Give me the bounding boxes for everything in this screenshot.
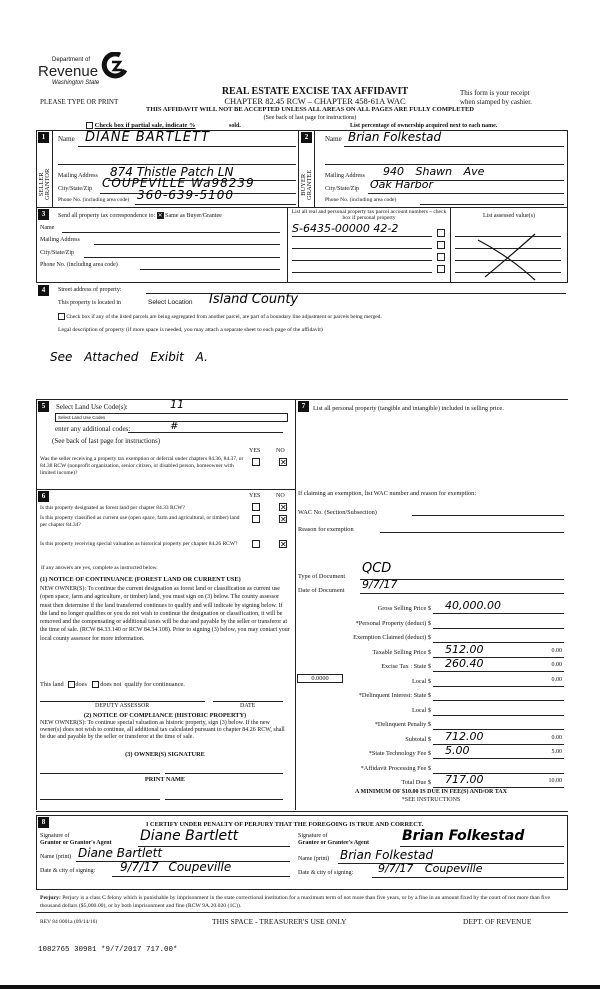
notice-continuance-title: (1) NOTICE OF CONTINUANCE (FOREST LAND OR CURRENT USE) [40, 576, 241, 583]
cashier-stamp: 1082765 30981 *9/7/2017 717.00* [38, 946, 178, 954]
fee-label: Gross Selling Price $ [377, 605, 431, 612]
land-use-code[interactable]: 11 [170, 398, 184, 411]
section-number-4: 4 [38, 285, 49, 296]
exemption-no-checkbox[interactable]: ✕ [280, 458, 287, 467]
qualify-label: qualify for continuance. [124, 681, 185, 688]
partial-sale-checkbox[interactable] [86, 122, 93, 129]
grantor-sig-label-2: Grantor or Grantor's Agent [40, 840, 112, 846]
personal-property-label: List all personal property (tangible and intangible) included in selling price. [313, 405, 504, 412]
see-back: (See back of last page for instructions) [263, 115, 357, 121]
buyer-phone-label: Phone No. (including area code) [325, 197, 397, 203]
current-use-yes-checkbox[interactable] [252, 515, 260, 523]
fee-label: *Personal Property (deduct) $ [355, 619, 431, 627]
fee-handwritten-value[interactable]: 40,000.00 [445, 599, 501, 612]
logo-state: Washington State [52, 80, 100, 86]
parcel-number[interactable]: S-6435-00000 42-2 [292, 222, 399, 235]
doc-date-label: Date of Document [298, 587, 345, 594]
grantee-name-print[interactable]: Brian Folkestad [340, 848, 434, 862]
additional-codes-value[interactable]: # [170, 421, 179, 432]
doc-type-value[interactable]: QCD [362, 561, 392, 576]
forest-yes-checkbox[interactable] [252, 503, 260, 511]
buyer-name[interactable]: Brian Folkestad [348, 130, 442, 144]
grantee-date-label: Date & city of signing: [298, 870, 354, 876]
buyer-city[interactable]: Oak Harbor [370, 178, 434, 191]
send-correspondence-label: Send all property tax correspondence to: [58, 213, 156, 219]
fee-label: *Delinquent Interest: State $ [358, 692, 431, 699]
buyer-city-label: City/State/Zip [325, 186, 359, 192]
current-use-question: Is this property classified as current use (open space, farm and agricultural, or timber) land per chapter 84.34? [40, 515, 240, 528]
certify-statement: I CERTIFY UNDER PENALTY OF PERJURY THAT THE FOREGOING IS TRUE AND CORRECT. [146, 821, 424, 828]
grantee-side-label: GRANTEE [306, 169, 313, 200]
grantor-name-label: Name (print) [40, 854, 72, 860]
fee-handwritten-value[interactable]: 5.00 [445, 744, 470, 757]
land-use-label: Select Land Use Code(s): [56, 403, 128, 411]
fee-printed-value: 0.00 [551, 662, 562, 668]
dept-of-revenue: DEPT. OF REVENUE [463, 917, 532, 926]
location-select[interactable]: Select Location [148, 299, 193, 306]
scan-edge [0, 985, 600, 989]
exemption-claim-label: If claiming an exemption, list WAC number and reason for exemption: [298, 490, 477, 497]
section-number-1: 1 [38, 132, 49, 143]
partial-sale-label: Check box if partial sale, indicate % [94, 122, 196, 129]
print-name-label: PRINT NAME [144, 776, 186, 783]
assessed-header: List assessed value(s) [483, 213, 535, 219]
warning: THIS AFFIDAVIT WILL NOT BE ACCEPTED UNLESS ALL AREAS ON ALL PAGES ARE FULLY COMPLETED [146, 106, 474, 113]
historic-yes-checkbox[interactable] [252, 540, 260, 548]
seller-mail-label: Mailing Address [58, 173, 98, 179]
buyer-mail-label: Mailing Address [325, 173, 365, 179]
treasurer-use-only: THIS SPACE - TREASURER'S USE ONLY [212, 917, 347, 926]
corr-phone-label: Phone No. (including area code) [40, 262, 118, 268]
same-as-buyer-label: Same as Buyer/Grantee [165, 213, 222, 219]
segregated-label: Check box if any of the listed parcels are being segregated from another parcel, are part of a boundary line adjustment or parcels being merged. [66, 313, 382, 320]
seller-city[interactable]: COUPEVILLE Wa98239 [102, 176, 255, 190]
additional-codes-label: enter any additional codes: [55, 425, 131, 433]
wac-label: WAC No. (Section/Subsection) [298, 509, 377, 516]
no-header-5: NO [276, 448, 285, 454]
grantor-name-print[interactable]: Diane Bartlett [78, 846, 163, 860]
grantee-name-label: Name (print) [298, 856, 330, 862]
legal-description-value[interactable]: See Attached Exibit A. [50, 350, 208, 364]
seller-mailing-address[interactable]: 874 Thistle Patch LN [110, 165, 234, 179]
land-use-dropdown[interactable]: Select Land Use Codes [55, 413, 288, 422]
street-address-label: Street address of property: [58, 287, 122, 293]
fee-label: Taxable Selling Price $ [372, 648, 431, 656]
fee-handwritten-value[interactable]: 717.00 [445, 773, 484, 786]
buyer-side-label: BUYER [300, 173, 307, 196]
forest-land-question: Is this property designated as forest land per chapter 84.33 RCW? [40, 505, 185, 511]
legal-description-label: Legal description of property (if more space is needed, you may attach a separate sheet to each page of the affidavit) [58, 327, 323, 333]
section-number-7: 7 [298, 401, 309, 412]
sold-label: sold. [229, 123, 241, 129]
grantor-sig-label-1: Signature of [40, 833, 70, 839]
fee-label: Total Due $ [401, 779, 431, 786]
personal-property-checkbox-2[interactable] [437, 241, 445, 249]
fee-handwritten-value[interactable]: 712.00 [445, 729, 484, 743]
notice-compliance-title: (2) NOTICE OF COMPLIANCE (HISTORIC PROPERTY) [83, 712, 247, 719]
corr-mail-label: Mailing Address [40, 237, 80, 243]
yes-header-6: YES [249, 493, 261, 499]
grantee-signature[interactable]: Brian Folkestad [402, 828, 525, 844]
minimum-note: A MINIMUM OF $10.00 IS DUE IN FEE(S) AND/OR TAX [355, 789, 507, 795]
yes-header-5: YES [249, 448, 261, 454]
fee-label: Exemption Claimed (deduct) $ [353, 634, 431, 641]
personal-property-checkbox-3[interactable] [437, 253, 445, 261]
grantee-date-city[interactable]: 9/7/17 Coupeville [378, 862, 483, 875]
segregated-checkbox[interactable] [58, 313, 65, 320]
seller-phone[interactable]: 360-639-5100 [137, 188, 235, 202]
please-type: PLEASE TYPE OR PRINT [40, 98, 119, 106]
personal-property-checkbox-4[interactable] [437, 265, 445, 273]
forest-no-checkbox[interactable]: ✕ [280, 503, 287, 512]
fee-printed-value: 0.00 [551, 647, 562, 654]
if-yes-note: If any answers are yes, complete as instructed below. [41, 565, 158, 571]
see-instructions: *SEE INSTRUCTIONS [401, 797, 461, 803]
fee-label: *Delinquent Penalty $ [374, 721, 431, 728]
ownership-note: List percentage of ownership acquired next to each name. [350, 123, 498, 129]
seller-side-label: SELLER [38, 172, 45, 197]
section-number-8: 8 [38, 817, 49, 828]
does-not-checkbox[interactable] [92, 681, 99, 688]
seller-city-label: City/State/Zip [58, 186, 92, 192]
seller-phone-label: Phone No. (including area code) [58, 197, 130, 203]
grantor-date-city[interactable]: 9/7/17 Coupeville [120, 860, 232, 874]
corr-city-label: City/State/Zip [40, 250, 74, 256]
perjury-text: Perjury is a class C felony which is punishable by imprisonment in the state correctional institution for a maximum term of not more than five years, or by a fine in an amount fixed by the court of not more than five thousand dollars ($5,000.00), or by both imprisonment and fine (RCW 9A.20.020 (1C)). [40, 895, 551, 909]
perjury-label: Perjury: [40, 895, 61, 901]
current-use-no-checkbox[interactable]: ✕ [280, 515, 287, 524]
fee-label: *Affidavit Processing Fee $ [360, 764, 431, 772]
no-header-6: NO [276, 493, 285, 499]
dor-logo-icon [100, 52, 128, 80]
chapter: CHAPTER 82.45 RCW – CHAPTER 458-61A WAC [224, 96, 406, 106]
does-not-label: does not [100, 681, 122, 688]
seller-name-label: Name [58, 135, 75, 143]
section-number-5: 5 [38, 401, 49, 412]
fee-label: Subtotal $ [405, 735, 431, 743]
notice-compliance-text: NEW OWNER(S): To continue special valuation as historic property, sign (3) below. If the new owner(s) does not wish to continue, all additional tax calculated pursuant to chapter 84.26 RCW, shall be due and payable by the seller or transferor at the time of sale. [40, 720, 285, 740]
see-back-5: (See back of last page for instructions) [52, 437, 161, 445]
historic-question: Is this property receiving special valuation as historical property per chapter 84.26 RCW? [40, 541, 238, 547]
seller-name[interactable]: DIANE BARTLETT [85, 130, 210, 145]
fee-printed-value: 10.00 [548, 778, 562, 784]
section-number-3: 3 [38, 209, 49, 220]
buyer-mailing-address[interactable]: 940 Shawn Ave [383, 165, 485, 178]
owner-signature-label: (3) OWNER(S) SIGNATURE [125, 751, 205, 758]
fee-handwritten-value[interactable]: 512.00 [445, 642, 484, 656]
fee-printed-value: 5.00 [551, 749, 562, 755]
page-title: REAL ESTATE EXCISE TAX AFFIDAVIT [221, 86, 409, 97]
fee-label: Excise Tax : State $ [381, 663, 431, 670]
grantee-sig-label-1: Signature of [298, 833, 328, 839]
fee-label: *State Technology Fee $ [368, 750, 431, 757]
exemption-yes-checkbox[interactable] [252, 458, 260, 466]
local-rate-box[interactable]: 0.0000 [297, 674, 343, 683]
historic-no-checkbox[interactable]: ✕ [280, 540, 287, 549]
county-value[interactable]: Island County [209, 292, 299, 307]
doc-type-label: Type of Document [298, 573, 346, 580]
fee-label: Local $ [411, 677, 431, 685]
buyer-name-label: Name [325, 135, 342, 143]
personal-property-checkbox-1[interactable] [437, 229, 445, 237]
section-number-2: 2 [301, 132, 312, 143]
corr-name-label: Name [40, 225, 55, 231]
parcel-header: List all real and personal property tax parcel account numbers – check box if personal property [291, 209, 447, 221]
grantor-side-label: GRANTOR [44, 168, 51, 200]
notice-continuance-text: NEW OWNER(S): To continue the current designation as forest land or classification as current use (open space, farm and agriculture, or timber) land, you must sign on (3) below. The county assessor must then determine if the land transferred continues to qualify and will indicate by signing below. If the land no longer qualifies or you do not wish to continue the designation or classification, it will be removed and the compensating or additional taxes will be due and payable by the seller or transferor at the time of sale. (RCW 84.33.140 or RCW 84.34.108). Prior to signing (3) below, you may contact your local county assessor for more information. [40, 586, 290, 642]
reason-label: Reason for exemption [298, 526, 354, 533]
receipt-note-1: This form is your receipt [460, 89, 530, 97]
grantee-sig-label-2: Grantee or Grantee's Agent [298, 840, 370, 846]
does-label: does [75, 681, 87, 688]
doc-date-value[interactable]: 9/7/17 [362, 578, 398, 591]
exemption-question: Was the seller receiving a property tax exemption or deferral under chapters 84.36, 84.37, or 84.38 RCW (nonprofit organization, senior citizen, or disabled person, homeowner with limited income)? [40, 456, 244, 476]
located-label: This property is located in [58, 300, 121, 306]
logo-name: Revenue [38, 63, 99, 80]
logo-dept: Department of [52, 57, 91, 63]
strike-through-mark [475, 232, 545, 282]
same-as-buyer-checkbox[interactable]: ✕ [157, 212, 163, 219]
fee-printed-value: 0.00 [551, 734, 562, 741]
this-land-label: This land [40, 681, 64, 688]
date-label: DATE [240, 703, 256, 709]
form-revision: REV 84 0001a (09/14/16) [40, 919, 98, 925]
section-number-6: 6 [38, 491, 49, 502]
fee-handwritten-value[interactable]: 260.40 [445, 657, 484, 670]
receipt-note-2: when stamped by cashier. [460, 98, 532, 106]
fee-label: Local $ [411, 706, 431, 714]
fee-printed-value: 0.00 [551, 676, 562, 683]
deputy-assessor-label: DEPUTY ASSESSOR [95, 703, 150, 709]
grantor-signature[interactable]: Diane Bartlett [140, 828, 239, 844]
grantor-date-label: Date & city of signing: [40, 868, 96, 874]
